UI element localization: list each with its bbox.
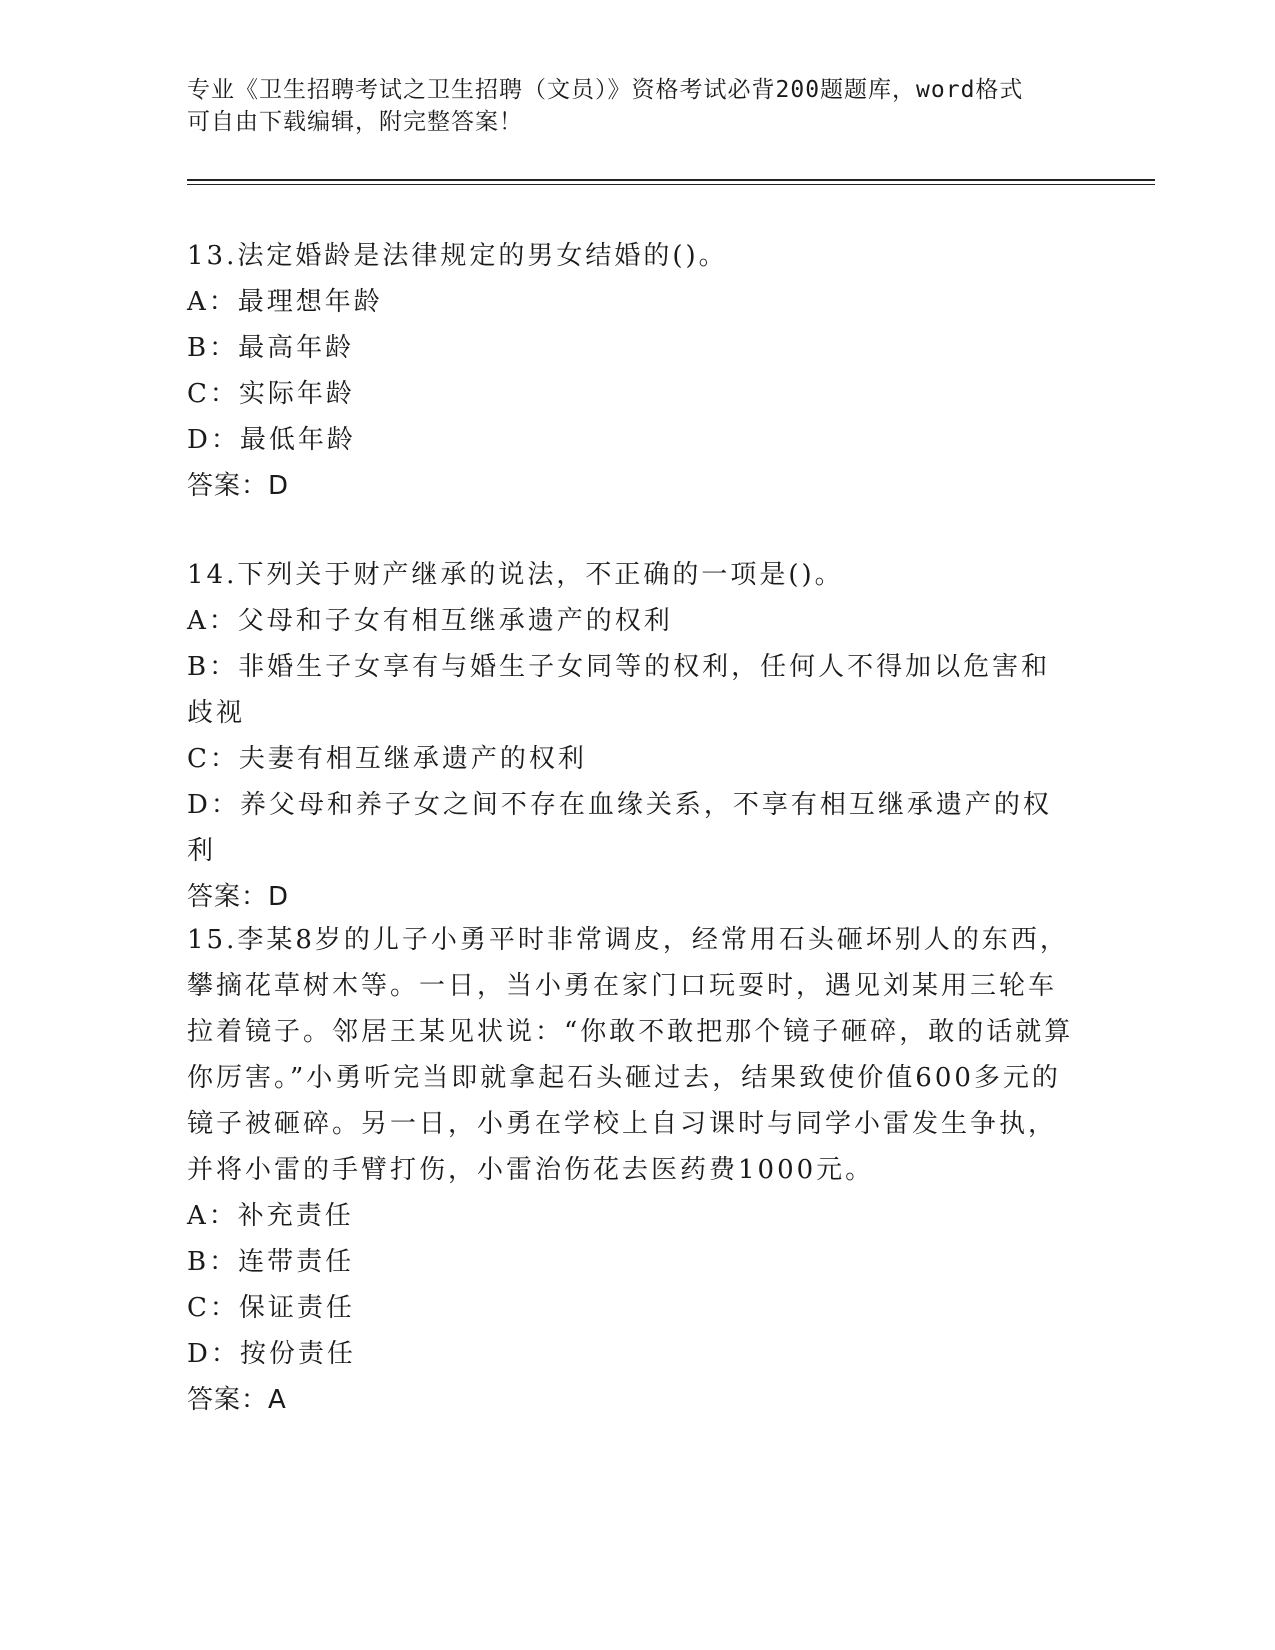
option-a: A：父母和子女有相互继承遗产的权利: [187, 606, 673, 636]
option-d: D：按份责任: [187, 1339, 356, 1369]
document-header: [187, 74, 1067, 138]
question-13: [187, 233, 1077, 509]
option-c: C：夫妻有相互继承遗产的权利: [187, 744, 587, 774]
option-b: B：连带责任: [187, 1247, 355, 1277]
option-a: A：补充责任: [187, 1201, 354, 1231]
option-c: C：实际年龄: [187, 379, 355, 409]
answer-line: 答案：A: [187, 1385, 287, 1415]
option-c: C：保证责任: [187, 1293, 355, 1323]
header-divider-thin: [187, 184, 1155, 185]
question-stem: 13.法定婚龄是法律规定的男女结婚的()。: [187, 241, 728, 271]
header-title-line-2: 可自由下载编辑，附完整答案！: [187, 109, 523, 135]
option-b: B：最高年龄: [187, 333, 355, 363]
question-14: [187, 552, 1077, 920]
header-divider-thick: [187, 179, 1155, 181]
answer-line: 答案：D: [187, 471, 290, 501]
question-15: [187, 917, 1077, 1423]
option-d: D：养父母和养子女之间不存在血缘关系，不享有相互继承遗产的权利: [187, 790, 1052, 866]
option-d: D：最低年龄: [187, 425, 356, 455]
answer-line: 答案：D: [187, 882, 290, 912]
option-a: A：最理想年龄: [187, 287, 383, 317]
option-b: B：非婚生子女享有与婚生子女同等的权利，任何人不得加以危害和歧视: [187, 652, 1051, 728]
header-title-line-1: 专业《卫生招聘考试之卫生招聘（文员）》资格考试必背200题题库，word格式: [187, 77, 1024, 103]
question-stem: 15.李某8岁的儿子小勇平时非常调皮，经常用石头砸坏别人的东西，攀摘花草树木等。一日，当小勇在家门口玩耍时，遇见刘某用三轮车拉着镜子。邻居王某见状说：“你敢不敢把那个镜子砸碎，敢的话就算你厉害。”小勇听完当即就拿起石头砸过去，结果致使价值600多元的镜子被砸碎。另一日，小勇在学校上自习课时与同学小雷发生争执，并将小雷的手臂打伤，小雷治伤花去医药费1000元。: [187, 925, 1074, 1185]
question-stem: 14.下列关于财产继承的说法，不正确的一项是()。: [187, 560, 844, 590]
